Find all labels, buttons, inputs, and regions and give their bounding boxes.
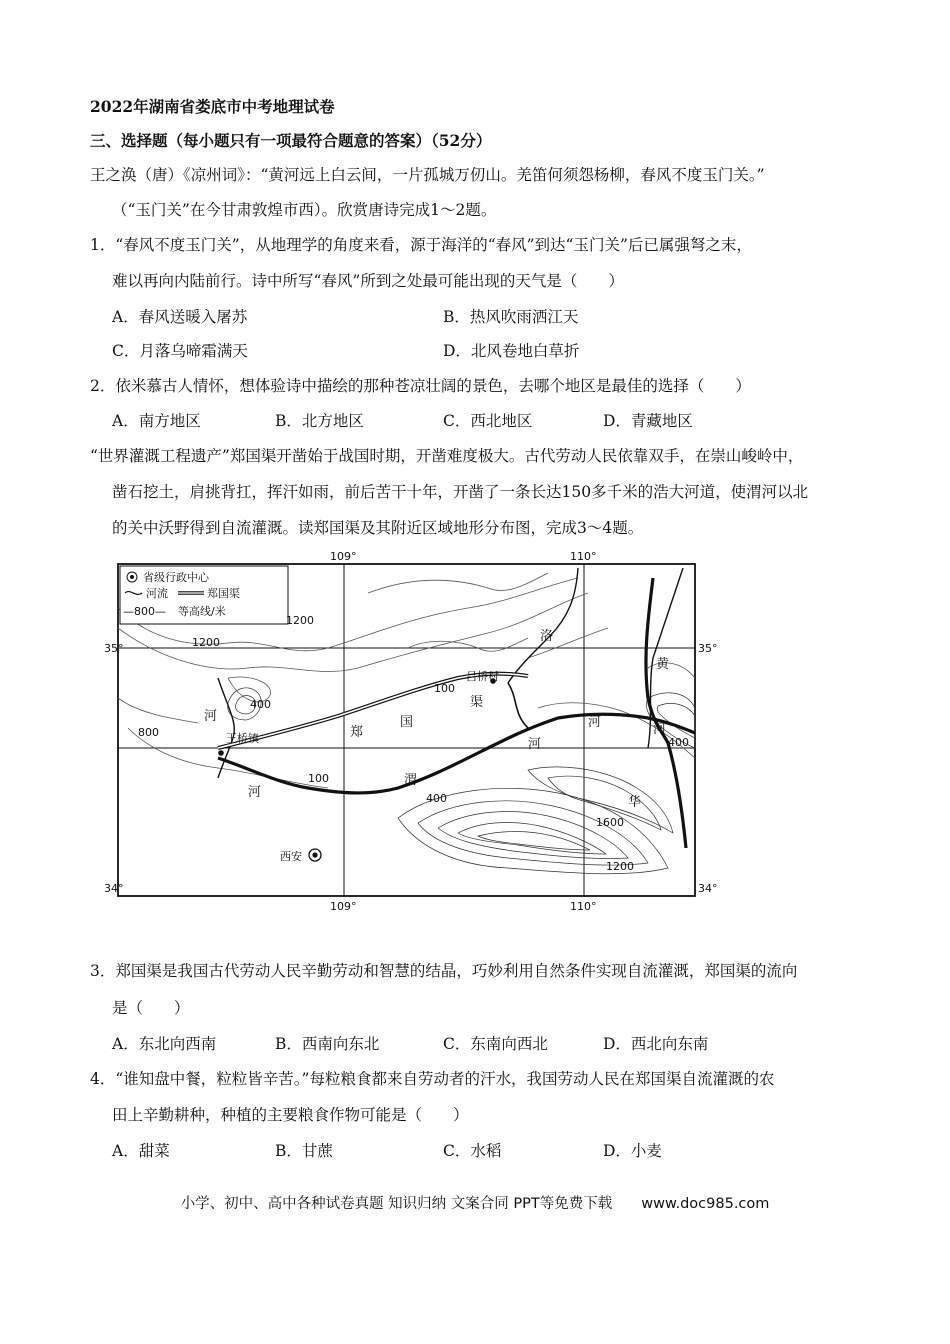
q3-option-b: B．西南向东北 xyxy=(275,1035,380,1053)
q1-option-d: D．北风卷地白草折 xyxy=(443,342,580,360)
intro-canal-line2: 凿石挖土，肩挑背扛，挥汗如雨，前后苦干十年，开凿了一条长达150多千米的浩大河道，使渭河以北 xyxy=(112,483,809,501)
place-xian: 西安 xyxy=(280,850,302,863)
section-header: 三、选择题（每小题只有一项最符合题意的答案）（52分） xyxy=(90,131,492,150)
q3-option-d: D．西北向东南 xyxy=(603,1035,709,1053)
label-luo-river: 河 xyxy=(588,715,602,730)
contour-label-800: 800 xyxy=(138,726,159,739)
intro-canal-line3: 的关中沃野得到自流灌溉。读郑国渠及其附近区域地形分布图，完成3～4题。 xyxy=(112,519,644,537)
legend-canal-label: 郑国渠 xyxy=(207,587,240,600)
q3-option-c: C．东南向西北 xyxy=(443,1035,548,1053)
label-guo: 国 xyxy=(400,715,414,730)
lon-label-top-109: 109° xyxy=(330,550,357,563)
q1-option-c: C．月落乌啼霜满天 xyxy=(112,342,248,360)
legend-contour-sample: —800— xyxy=(123,605,166,618)
lon-label-bottom-110: 110° xyxy=(570,900,597,913)
label-jing-river: 河 xyxy=(204,709,218,724)
q2-option-b: B．北方地区 xyxy=(275,412,364,430)
q2-option-d: D．青藏地区 xyxy=(603,412,693,430)
lat-label-right-35: 35° xyxy=(698,642,718,655)
q1-option-a: A．春风送暖入屠苏 xyxy=(112,308,248,326)
contour-label-1200-b: 1200 xyxy=(192,636,220,649)
q4-option-c: C．水稻 xyxy=(443,1142,502,1160)
lon-label-top-110: 110° xyxy=(570,550,597,563)
q2-stem: 2．依米慕古人情怀，想体验诗中描绘的那种苍凉壮阔的景色，去哪个地区是最佳的选择（ ） xyxy=(90,377,751,395)
lat-label-left-35: 35° xyxy=(104,642,124,655)
intro-poem-line2: （“玉门关”在今甘肃敦煌市西）。欣赏唐诗完成1～2题。 xyxy=(112,201,497,219)
legend-river-label: 河流 xyxy=(146,587,168,600)
q4-stem-line1: 4．“谁知盘中餐，粒粒皆辛苦。”每粒粮食都来自劳动者的汗水，我国劳动人民在郑国渠自流灌溉的农 xyxy=(90,1070,775,1088)
q4-option-b: B．甘蔗 xyxy=(275,1142,333,1160)
label-luo: 洛 xyxy=(540,629,554,644)
q1-option-b: B．热风吹雨洒江天 xyxy=(443,308,579,326)
contour-label-1200-a: 1200 xyxy=(286,614,314,627)
contour-label-1200-c: 1200 xyxy=(606,860,634,873)
q3-stem-line1: 3．郑国渠是我国古代劳动人民辛勤劳动和智慧的结晶，巧妙利用自然条件实现自流灌溉，郑国渠的流向 xyxy=(90,962,798,980)
label-zheng: 郑 xyxy=(350,725,364,740)
contour-label-400-a: 400 xyxy=(250,698,271,711)
legend-capital-label: 省级行政中心 xyxy=(143,571,209,584)
q1-stem-line2: 难以再向内陆前行。诗中所写“春风”所到之处最可能出现的天气是（ ） xyxy=(112,272,624,290)
q2-option-a: A．南方地区 xyxy=(112,412,201,430)
contour-label-400-c: 400 xyxy=(668,736,689,749)
contour-label-1600: 1600 xyxy=(596,816,624,829)
place-lvqiaocun: 吕桥村 xyxy=(466,670,499,683)
q1-stem-line1: 1．“春风不度玉门关”，从地理学的角度来看，源于海洋的“春风”到达“玉门关”后已属强弩之末， xyxy=(90,236,752,254)
contour-label-100-b: 100 xyxy=(308,772,329,785)
page-footer: 小学、初中、高中各种试卷真题 知识归纳 文案合同 PPT等免费下载 www.doc985.com xyxy=(180,1196,770,1212)
doc-title: 2022年湖南省娄底市中考地理试卷 xyxy=(90,97,335,116)
label-qu: 渠 xyxy=(470,695,484,710)
label-huang: 黄 xyxy=(656,657,670,672)
intro-poem-line1: 王之涣（唐）《凉州词》：“黄河远上白云间，一片孤城万仞山。羌笛何须怨杨柳，春风不度玉门关。” xyxy=(90,166,765,184)
label-hua: 华 xyxy=(628,795,642,810)
place-wangqiaozhen: 王桥镇 xyxy=(226,732,259,745)
label-wei: 渭 xyxy=(404,773,418,788)
contour-label-400-b: 400 xyxy=(426,792,447,805)
zhengguo-canal-topographic-map xyxy=(104,548,720,924)
legend-contour-label: 等高线/米 xyxy=(178,605,226,618)
label-he-mid: 河 xyxy=(528,737,542,752)
q4-option-a: A．甜菜 xyxy=(112,1142,170,1160)
q4-option-d: D．小麦 xyxy=(603,1142,662,1160)
contour-label-100-a: 100 xyxy=(434,682,455,695)
label-wei-river: 河 xyxy=(248,785,262,800)
q4-stem-line2: 田上辛勤耕种，种植的主要粮食作物可能是（ ） xyxy=(112,1106,469,1124)
lat-label-right-34: 34° xyxy=(698,882,718,895)
q2-option-c: C．西北地区 xyxy=(443,412,533,430)
label-huang-river: 河 xyxy=(653,722,667,737)
lon-label-bottom-109: 109° xyxy=(330,900,357,913)
q3-option-a: A．东北向西南 xyxy=(112,1035,217,1053)
lat-label-left-34: 34° xyxy=(104,882,124,895)
q3-stem-line2: 是（ ） xyxy=(112,999,190,1017)
intro-canal-line1: “世界灌溉工程遗产”郑国渠开凿始于战国时期，开凿难度极大。古代劳动人民依靠双手，在崇山峻岭中， xyxy=(90,447,804,465)
